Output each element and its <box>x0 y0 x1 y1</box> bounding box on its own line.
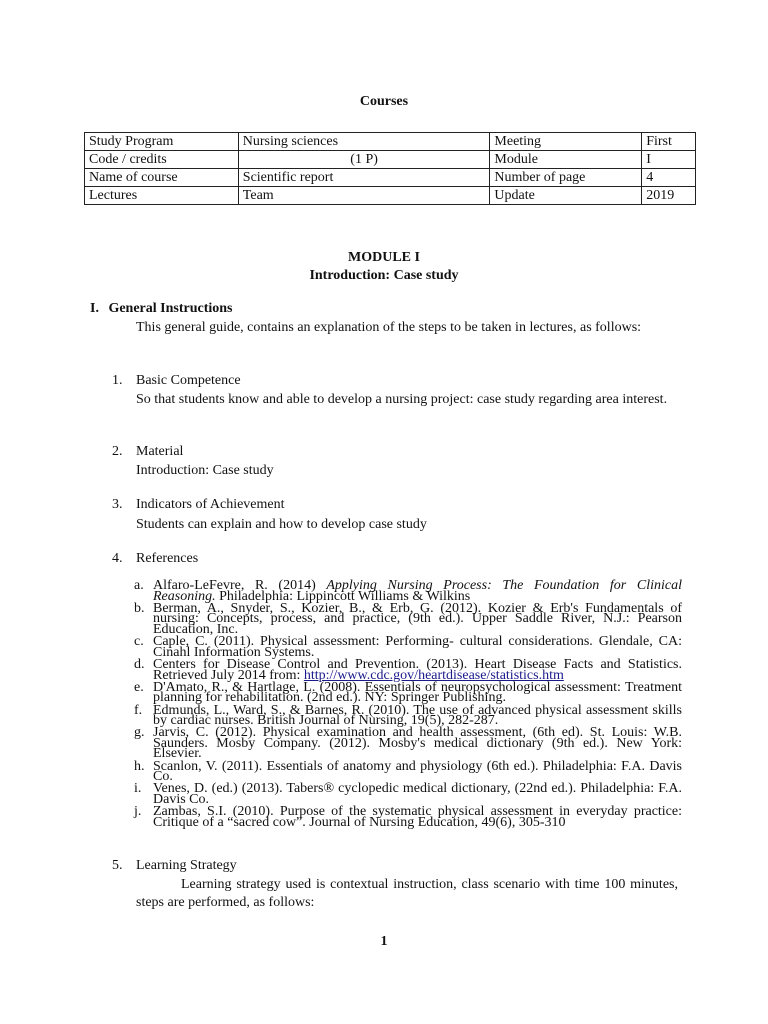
item-body: Introduction: Case study <box>136 463 274 478</box>
item-number: 2. <box>112 444 123 459</box>
reference-text: Venes, D. (ed.) (2013). Tabers® cyclopedic medical dictionary, (22nd ed.). Philadelphia: F.A. Davis Co. <box>153 781 682 808</box>
reference-text: Caple, C. (2011). Physical assessment: Performing- cultural considerations. Glendale, CA: Cinahl Information Systems. <box>153 634 682 660</box>
table-cell: Code / credits <box>85 151 239 169</box>
reference-letter: d. <box>134 656 145 672</box>
table-cell: Scientific report <box>238 169 490 187</box>
reference-letter: e. <box>134 679 144 695</box>
item-number: 1. <box>112 373 123 388</box>
table-cell: Module <box>490 151 642 169</box>
reference-item <box>134 578 682 604</box>
table-row <box>85 187 696 205</box>
table-cell: 4 <box>642 169 696 187</box>
module-subtitle: Introduction: Case study <box>309 268 459 283</box>
reference-text: Zambas, S.I. (2010). Purpose of the systematic physical assessment in everyday practice: Critique of a “sacred cow”. Journal of Nursing Education, 49(6), 305-310 <box>153 804 682 830</box>
reference-text: D'Amato, R., & Hartlage, L. (2008). Essentials of neuropsychological assessment: Treatment planning for rehabilitation. (2nd ed.). NY: Springer Publishing. <box>153 679 682 706</box>
reference-text: Berman, A., Snyder, S., Kozier, B., & Erb, G. (2012). Kozier & Erb's Fundamentals of nursing: Concepts, process, and practice, (9th ed.). Upper Saddle River, N.J.: Pearson Education, Inc. <box>153 600 682 637</box>
item-body: Learning strategy used is contextual instruction, class scenario with time 100 minutes, steps are performed, as follows: <box>136 877 678 910</box>
table-cell: I <box>642 151 696 169</box>
item-number: 4. <box>112 551 123 566</box>
table-cell: Name of course <box>85 169 239 187</box>
table-cell: Number of page <box>490 169 642 187</box>
module-heading <box>0 249 768 285</box>
table-row <box>85 151 696 169</box>
item-label: Basic Competence <box>136 373 241 388</box>
section-number: I. <box>90 301 99 316</box>
page-number: 1 <box>380 934 388 949</box>
table-cell: Team <box>238 187 490 205</box>
reference-item <box>134 702 682 729</box>
reference-letter: i. <box>134 781 142 797</box>
item-number: 5. <box>112 858 123 873</box>
section-heading <box>90 301 233 317</box>
reference-text: Alfaro-LeFevre, R. (2014) <box>153 578 327 593</box>
table-cell: Lectures <box>85 187 239 205</box>
section-intro: This general guide, contains an explanation of the steps to be taken in lectures, as follows: <box>136 320 642 335</box>
course-info-table <box>84 132 696 205</box>
reference-text: Philadelphia: Lippincott Williams & Wilkins <box>215 588 471 604</box>
item-label: Indicators of Achievement <box>136 497 285 512</box>
reference-item <box>134 679 682 706</box>
reference-item <box>134 725 682 762</box>
reference-link[interactable]: http://www.cdc.gov/heartdisease/statistics.htm <box>303 667 564 683</box>
reference-item <box>134 656 682 683</box>
reference-title: Applying Nursing Process: The Foundation for Clinical Reasoning. <box>153 578 682 604</box>
reference-letter: g. <box>134 725 145 741</box>
table-cell: Study Program <box>85 133 239 151</box>
reference-item <box>134 804 682 830</box>
reference-item <box>134 634 682 660</box>
reference-letter: h. <box>134 758 145 774</box>
reference-letter: f. <box>134 702 143 718</box>
reference-list <box>134 578 682 830</box>
item-label: Learning Strategy <box>136 858 237 873</box>
table-cell: Nursing sciences <box>238 133 490 151</box>
item-body: Students can explain and how to develop case study <box>136 517 427 532</box>
table-row <box>85 169 696 187</box>
item-label: References <box>136 551 199 566</box>
reference-text: Scanlon, V. (2011). Essentials of anatomy and physiology (6th ed.). Philadelphia: F.A. Davis Co. <box>153 758 682 785</box>
reference-letter: j. <box>134 804 142 820</box>
section-title: General Instructions <box>108 301 233 316</box>
reference-item <box>134 600 682 637</box>
table-cell: (1 P) <box>238 151 490 169</box>
table-cell: Meeting <box>490 133 642 151</box>
item-number: 3. <box>112 497 123 512</box>
reference-text: Jarvis, C. (2012). Physical examination and health assessment, (6th ed). St. Louis: W.B. Saunders. Mosby Company. (2012). Mosby's medical dictionary (9th ed.). New York: Elsevier. <box>153 725 682 762</box>
reference-letter: a. <box>134 578 144 593</box>
table-cell: Update <box>490 187 642 205</box>
reference-item <box>134 781 682 808</box>
reference-text: Edmunds, L., Ward, S., & Barnes, R. (2010). The use of advanced physical assessment skills by cardiac nurses. British Journal of Nursing, 19(5), 282-287. <box>153 702 682 729</box>
reference-letter: c. <box>134 634 144 650</box>
reference-item <box>134 758 682 785</box>
item-body: So that students know and able to develop a nursing project: case study regarding area interest. <box>136 392 668 407</box>
table-row <box>85 133 696 151</box>
table-cell: First <box>642 133 696 151</box>
page-heading: Courses <box>359 94 409 109</box>
reference-letter: b. <box>134 600 145 616</box>
item-label: Material <box>136 444 184 459</box>
module-title: MODULE I <box>348 250 420 265</box>
reference-text: Centers for Disease Control and Prevention. (2013). Heart Disease Facts and Statistics. Retrieved July 2014 from: <box>153 656 682 683</box>
table-cell: 2019 <box>642 187 696 205</box>
